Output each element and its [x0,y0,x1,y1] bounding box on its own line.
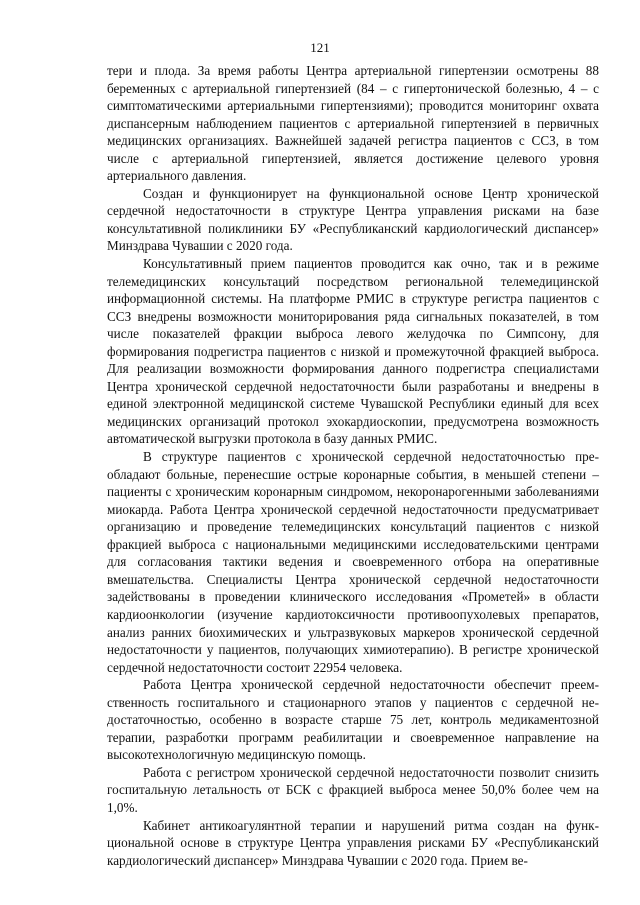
paragraph-center-benefits: Работа Центра хронической сердечной недостаточности обеспечит преемственность госпитального и стационарного этапов у пациентов с сердечной недостаточностью, особенно в возрасте старше 75 лет, контроль медикаментозной терапии, разработки программ реабилитации и своевременное направление на высокотехнологичную медицинскую помощь. [107,677,599,763]
paragraph-heart-failure-center: Создан и функционирует на функциональной основе Центр хронической сердечной недостаточности в структуре Центра управления рисками на базе консультативной поликлиники БУ «Республиканский кардиологический диспансер» Минздрава Чувашии с 2020 года. [107,185,599,254]
page-number: 121 [310,40,330,55]
paragraph-registry-mortality: Работа с регистром хронической сердечной недостаточности позволит снизить госпитальную летальность от БСК с фракцией выброса менее 50,0% более чем на 1,0%. [107,764,599,815]
paragraph-continued: тери и плода. За время работы Центра артериальной гипертензии осмотрены 88 беременных с артериальной гипертензией (84 – с гипертонической болезнью, 4 – с симптоматическими артериальными гипертензиями); проводится мониторинг охвата диспансерным наблюдением пациентов с артериальной гипертензией в первичных медицинских организациях. Важнейшей задачей регистра пациентов с ССЗ, в том числе с артериальной гипертензией, является достижение целевого уровня артериального давления. [107,63,599,184]
paragraph-anticoagulant-office: Кабинет антикоагулянтной терапии и нарушений ритма создан на функциональной основе в структуре Центра управления рисками БУ «Республиканский кардиологический диспансер» Минздрава Чувашии с 2020 года. Прием ве- [107,817,599,868]
paragraph-consultations: Консультативный прием пациентов проводится как очно, так и в режиме телемедицинских консультаций посредством региональной телемедицинской информационной системы. На платформе РМИС в структуре регистра пациентов с ССЗ внедрены возможности мониторирования ряда сигнальных показателей, в том числе показателей фракции выброса левого желудочка по Симпсону, для формирования подрегистра пациентов с низкой и промежуточной фракцией выброса. Для реализации возможности формирования данного подрегистра специалистами Центра хронической сердечной недостаточности были разработаны и внедрены в единой электронной медицинской системе Чувашской Республики единый для всех медицинских организаций протокол эхокардиоскопии, предусмотрена возможность автоматической выгрузки протокола в базу данных РМИС. [107,256,599,447]
paragraph-patient-structure: В структуре пациентов с хронической сердечной недостаточностью преобладают больные, перенесшие острые коронарные события, в меньшей степени – пациенты с хроническим коронарным синдромом, некоронарогенными заболеваниями миокарда. Работа Центра хронической сердечной недостаточности предусматривает организацию и проведение телемедицинских консультаций пациентов с низкой фракцией выброса с национальными медицинскими исследовательскими центрами для согласования тактики ведения и своевременного отбора на оперативные вмешательства. Специалисты Центра хронической сердечной недостаточности задействованы в проведении клинического исследования «Прометей» в области кардиоонкологии (изучение кардиотоксичности противоопухолевых препаратов, анализ ранних биохимических и ультразвуковых маркеров хронической сердечной недостаточности у пациентов, получающих химиотерапию). В регистре хронической сердечной недостаточности состоит 22954 человека. [107,449,599,675]
body-text [107,62,599,869]
